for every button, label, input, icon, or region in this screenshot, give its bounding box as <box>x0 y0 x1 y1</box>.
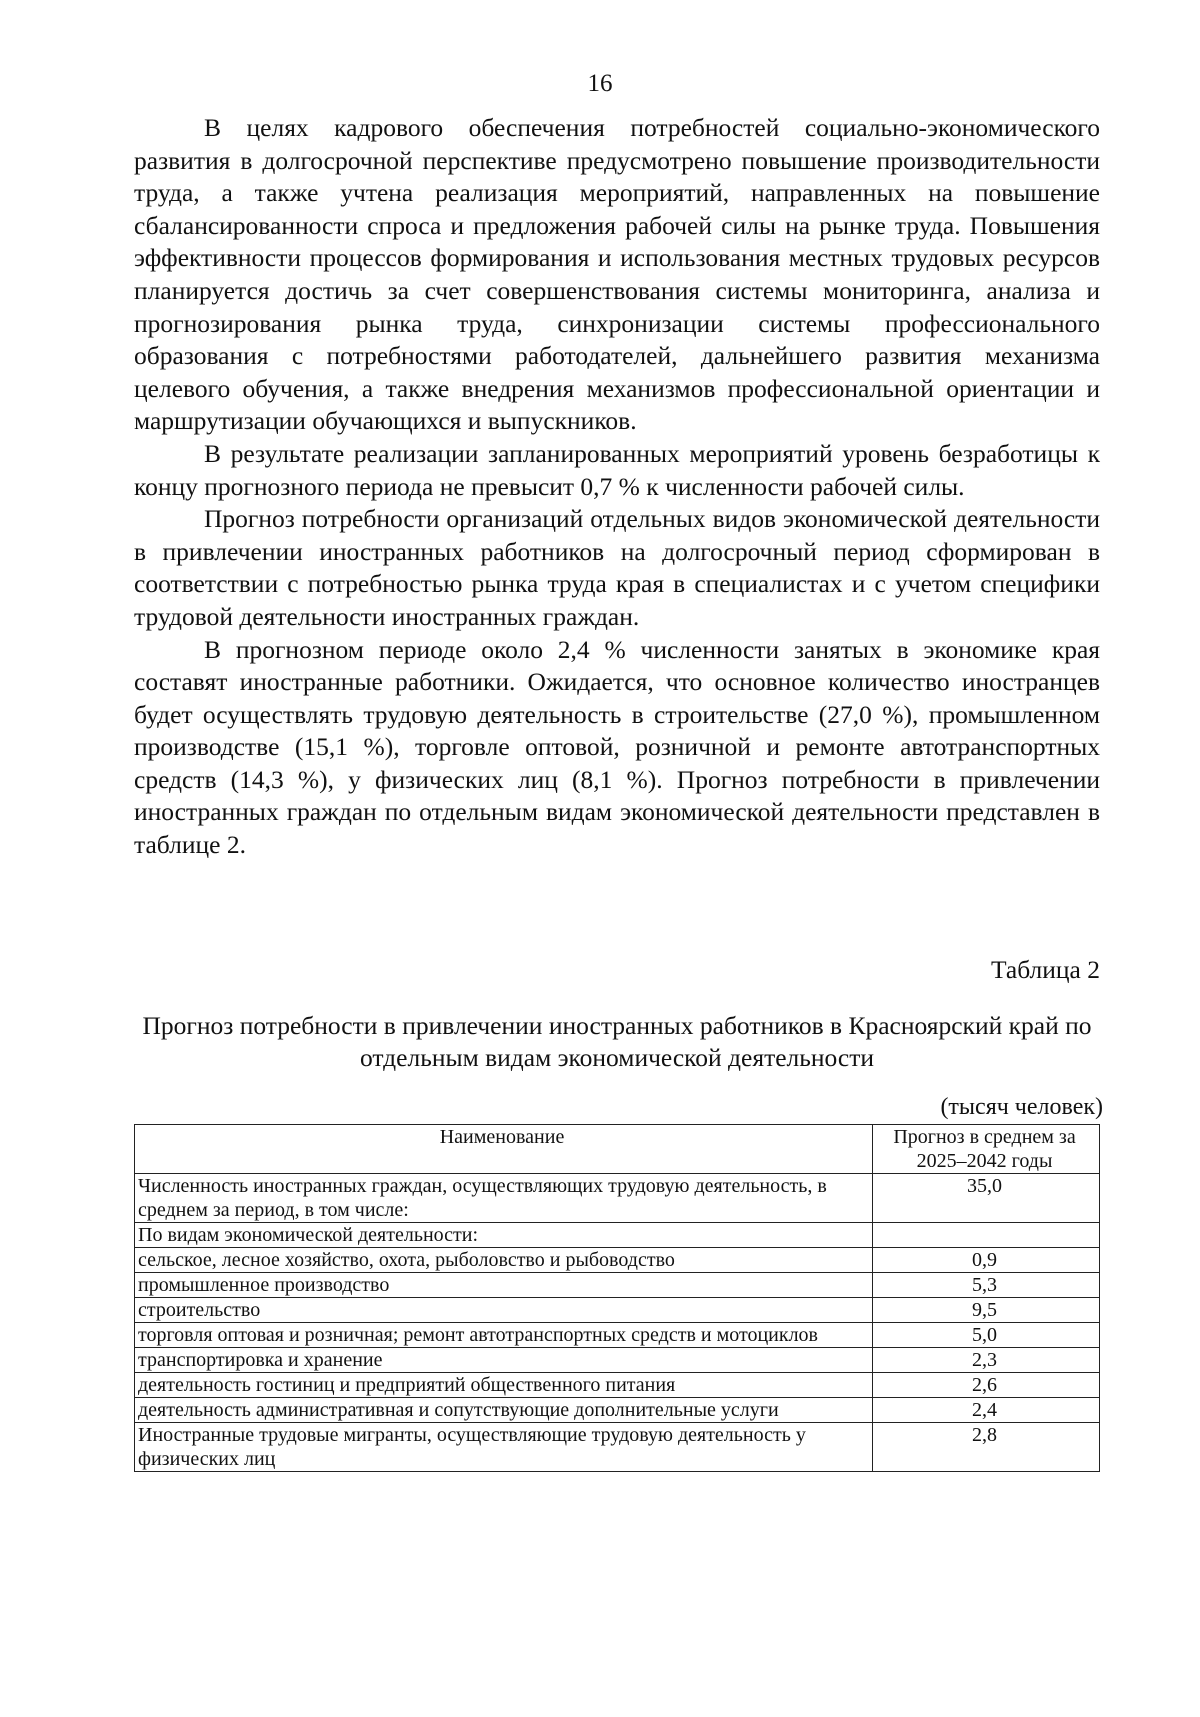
page-number: 16 <box>587 70 613 97</box>
paragraph-staffing: В целях кадрового обеспечения потребностей социально-экономического развития в долгосрочной перспективе предусмотрено повышение производительности труда, а также учтена реализация мероприятий, направленных на повышение сбалансированности спроса и предложения рабочей силы на рынке труда. Повышения эффективности процессов формирования и использования местных трудовых ресурсов планируется достичь за счет совершенствования системы мониторинга, анализа и прогнозирования рынка труда, синхронизации системы профессионального образования с потребностями работодателей, дальнейшего развития механизма целевого обучения, а также внедрения механизмов профессиональной ориентации и маршрутизации обучающихся и выпускников. <box>134 113 1100 436</box>
row-value: 2,8 <box>873 1423 1100 1472</box>
table-row <box>135 1423 1100 1472</box>
row-name: деятельность административная и сопутствующие дополнительные услуги <box>135 1398 873 1423</box>
header-forecast: Прогноз в среднем за 2025–2042 годы <box>873 1125 1100 1174</box>
row-value: 2,3 <box>873 1348 1100 1373</box>
row-value <box>873 1223 1100 1248</box>
row-name: Численность иностранных граждан, осуществляющих трудовую деятельность, в среднем за период, в том числе: <box>135 1174 873 1223</box>
table-header-row <box>135 1125 1100 1174</box>
table-row <box>135 1373 1100 1398</box>
row-value: 2,6 <box>873 1373 1100 1398</box>
table-label: Таблица 2 <box>990 955 1100 984</box>
paragraph-forecast-basis: Прогноз потребности организаций отдельных видов экономической деятельности в привлечении иностранных работников на долгосрочный период сформирован в соответствии с потребностью рынка труда края в специалистах и с учетом специфики трудовой деятельности иностранных граждан. <box>134 504 1100 631</box>
row-name: транспортировка и хранение <box>135 1348 873 1373</box>
table-units: (тысяч человек) <box>940 1094 1103 1120</box>
row-value: 5,3 <box>873 1273 1100 1298</box>
row-value: 0,9 <box>873 1248 1100 1273</box>
row-name: промышленное производство <box>135 1273 873 1298</box>
paragraph-unemployment: В результате реализации запланированных мероприятий уровень безработицы к концу прогнозного периода не превысит 0,7 % к численности рабочей силы. <box>134 438 1100 501</box>
row-name: торговля оптовая и розничная; ремонт автотранспортных средств и мотоциклов <box>135 1323 873 1348</box>
paragraph-foreign-share: В прогнозном периоде около 2,4 % численности занятых в экономике края составят иностранные работники. Ожидается, что основное количество иностранцев будет осуществлять трудовую деятельность в строительстве (27,0 %), промышленном производстве (15,1 %), торговле оптовой, розничной и ремонте автотранспортных средств (14,3 %), у физических лиц (8,1 %). Прогноз потребности в привлечении иностранных граждан по отдельным видам экономической деятельности представлен в таблице 2. <box>134 634 1100 860</box>
header-name: Наименование <box>135 1125 873 1174</box>
table-row <box>135 1223 1100 1248</box>
table-row <box>135 1323 1100 1348</box>
forecast-table <box>134 1124 1100 1472</box>
table-title: Прогноз потребности в привлечении иностранных работников в Красноярский край по отдельным видам экономической деятельности <box>142 1011 1092 1072</box>
row-value: 2,4 <box>873 1398 1100 1423</box>
row-value: 9,5 <box>873 1298 1100 1323</box>
table-row <box>135 1273 1100 1298</box>
row-name: Иностранные трудовые мигранты, осуществляющие трудовую деятельность у физических лиц <box>135 1423 873 1472</box>
table-row <box>135 1398 1100 1423</box>
body-text <box>134 112 1100 862</box>
table-row <box>135 1348 1100 1373</box>
row-name: По видам экономической деятельности: <box>135 1223 873 1248</box>
row-name: строительство <box>135 1298 873 1323</box>
row-name: деятельность гостиниц и предприятий общественного питания <box>135 1373 873 1398</box>
row-value: 35,0 <box>873 1174 1100 1223</box>
row-value: 5,0 <box>873 1323 1100 1348</box>
table-row <box>135 1298 1100 1323</box>
table-row <box>135 1174 1100 1223</box>
row-name: сельское, лесное хозяйство, охота, рыболовство и рыбоводство <box>135 1248 873 1273</box>
table-row <box>135 1248 1100 1273</box>
